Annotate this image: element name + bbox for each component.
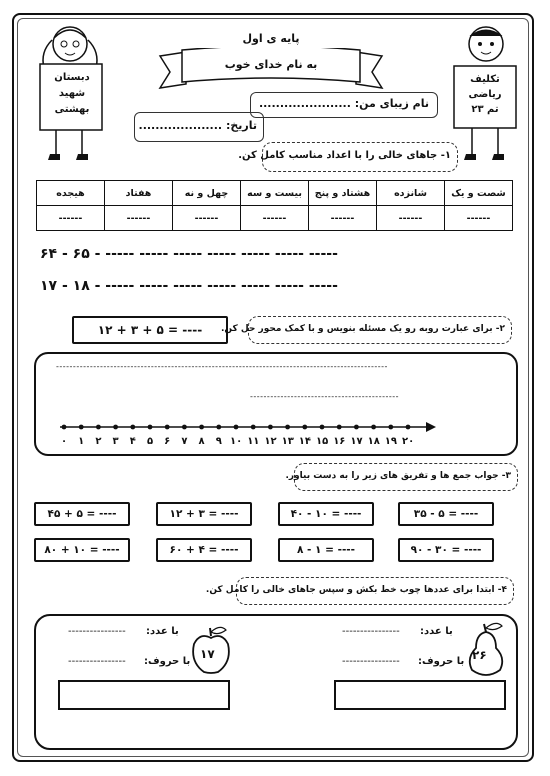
apple-tally-box[interactable] [58,680,230,710]
number-line-dot [182,425,187,430]
number-line-dot [337,425,342,430]
answer-blank-cell[interactable]: ------ [173,206,241,231]
name-blank: ...................... [258,97,351,110]
title-ribbon-banner [156,48,386,94]
apple-number-label: با عدد: [146,626,179,637]
number-line-label: ۳ [112,436,119,447]
number-sequence-1[interactable]: ۶۴ - ۶۵ - ----- ----- ----- ----- ----- ----- ----- [40,246,338,262]
calc-box[interactable]: ۸ - ۱ = ---- [278,538,374,562]
apple-number: ۱۷ [200,647,215,661]
number-line-dot [79,425,84,430]
calc-box[interactable]: ۹۰ - ۳۰ = ---- [398,538,494,562]
number-line-dot [113,425,118,430]
question-4-instruction: ۴- ابتدا برای عددها چوب خط بکش و سپس جاهای خالی را کامل کن. [236,577,514,605]
writing-line-2[interactable]: -------------------------------------------- [250,392,400,401]
question-3-instruction: ۳- جواب جمع ها و تفریق های زیر را به دست بیاور. [294,463,518,491]
number-line-dot [285,425,290,430]
apple-number-blank[interactable]: ---------------- [68,626,126,637]
word-cell: شانزده [377,181,445,206]
number-line-dot [148,425,153,430]
date-label: تاریخ: [225,119,257,132]
number-line-label: ۸ [198,436,205,447]
word-cell: هفتاد [105,181,173,206]
number-words-table [36,180,513,231]
number-line-dot [62,425,67,430]
number-line-label: ۱۵ [316,436,329,447]
school-sign-text [44,70,100,118]
number-line-label: ۱۰ [230,436,243,447]
number-line-dot [130,425,135,430]
number-line-label: ۵ [146,436,154,447]
answer-blank-cell[interactable]: ------ [105,206,173,231]
number-line-label: ۱۹ [384,436,398,447]
date-field[interactable] [134,112,264,142]
number-line-label: ۱۷ [350,436,363,447]
calc-box[interactable]: ۴۵ + ۵ = ---- [34,502,130,526]
word-cell: بیست و سه [241,181,309,206]
question-2-instruction: ۲- برای عبارت روبه رو یک مسئله بنویس و با کمک محور حل کن. [248,316,512,344]
pear-number-label: با عدد: [420,626,453,637]
number-line-label: ۱۳ [281,436,294,447]
answer-blanks-row [37,206,513,231]
number-line-dot [302,425,307,430]
answer-blank-cell[interactable]: ------ [241,206,309,231]
number-line [50,420,440,434]
word-cell: چهل و نه [173,181,241,206]
number-line-dot [354,425,359,430]
pear-tally-box[interactable] [334,680,506,710]
school-sign-line-3: بهشتی [54,104,90,115]
number-line-label: ۶ [164,436,171,447]
answer-blank-cell[interactable]: ------ [377,206,445,231]
number-line-label: ۲ [95,436,102,447]
school-sign-line-2: شهید [58,88,86,99]
question-1-instruction: ۱- جاهای خالی را با اعداد مناسب کامل کن. [262,142,458,172]
number-line-label: ۰ [60,436,68,447]
basmala-title: به نام خدای خوب [224,58,318,71]
number-line-label: ۱۸ [367,436,380,447]
homework-sign-line-3: تم ۲۳ [471,104,499,115]
number-line-label: ۱ [78,436,85,447]
number-line-dot [216,425,221,430]
number-line-label: ۱۲ [264,436,277,447]
writing-line-1[interactable]: -------------------------------------------------------------------------------------------------- [56,362,388,371]
homework-sign-text [456,72,514,117]
school-sign-line-1: دبستان [54,72,90,83]
question-2-expression: ۱۲ + ۳ + ۵ = ---- [72,316,228,344]
number-sequence-2[interactable]: ۱۷ - ۱۸ - ----- ----- ----- ----- ----- ----- ----- [40,278,338,294]
number-line-label: ۱۱ [247,436,260,447]
word-cell: هیجده [37,181,105,206]
number-line-dot [268,425,273,430]
number-line-label: ۱۴ [298,436,312,447]
number-line-dot [406,425,411,430]
calc-box[interactable]: ۶۰ + ۴ = ---- [156,538,252,562]
calc-box[interactable]: ۴۰ - ۱۰ = ---- [278,502,374,526]
name-field[interactable] [250,92,438,118]
grade-title: پایه ی اول [242,32,300,45]
pear-number: ۲۶ [472,648,487,662]
number-line-label: ۷ [181,436,188,447]
number-line-dot [371,425,376,430]
number-line-dots [62,425,411,430]
apple-letters-label: با حروف: [144,656,191,667]
number-line-label: ۱۶ [333,436,346,447]
number-line-label: ۹ [215,436,222,447]
apple-letters-blank[interactable]: ---------------- [68,656,126,667]
pear-letters-blank[interactable]: ---------------- [342,656,400,667]
word-cell: شصت و یک [445,181,513,206]
word-cell: هشتاد و پنج [309,181,377,206]
number-line-dot [165,425,170,430]
answer-blank-cell[interactable]: ------ [309,206,377,231]
number-line-label: ۴ [129,436,136,447]
calc-box[interactable]: ۸۰ + ۱۰ = ---- [34,538,130,562]
date-blank: .................... [138,119,223,132]
pear-letters-label: با حروف: [418,656,465,667]
homework-sign-line-1: تکلیف [470,74,500,85]
answer-blank-cell[interactable]: ------ [445,206,513,231]
number-words-row [37,181,513,206]
number-line-dot [388,425,393,430]
number-line-dot [320,425,325,430]
number-line-dot [199,425,204,430]
number-line-dot [96,425,101,430]
answer-blank-cell[interactable]: ------ [37,206,105,231]
number-line-label: ۲۰ [402,436,415,447]
number-line-dot [234,425,239,430]
calc-box[interactable]: ۳۵ - ۵ = ---- [398,502,494,526]
pear-number-blank[interactable]: ---------------- [342,626,400,637]
name-label: نام زیبای من: [354,97,429,110]
homework-sign-line-2: ریاضی [468,89,502,100]
calc-box[interactable]: ۱۲ + ۳ = ---- [156,502,252,526]
number-line-dot [251,425,256,430]
